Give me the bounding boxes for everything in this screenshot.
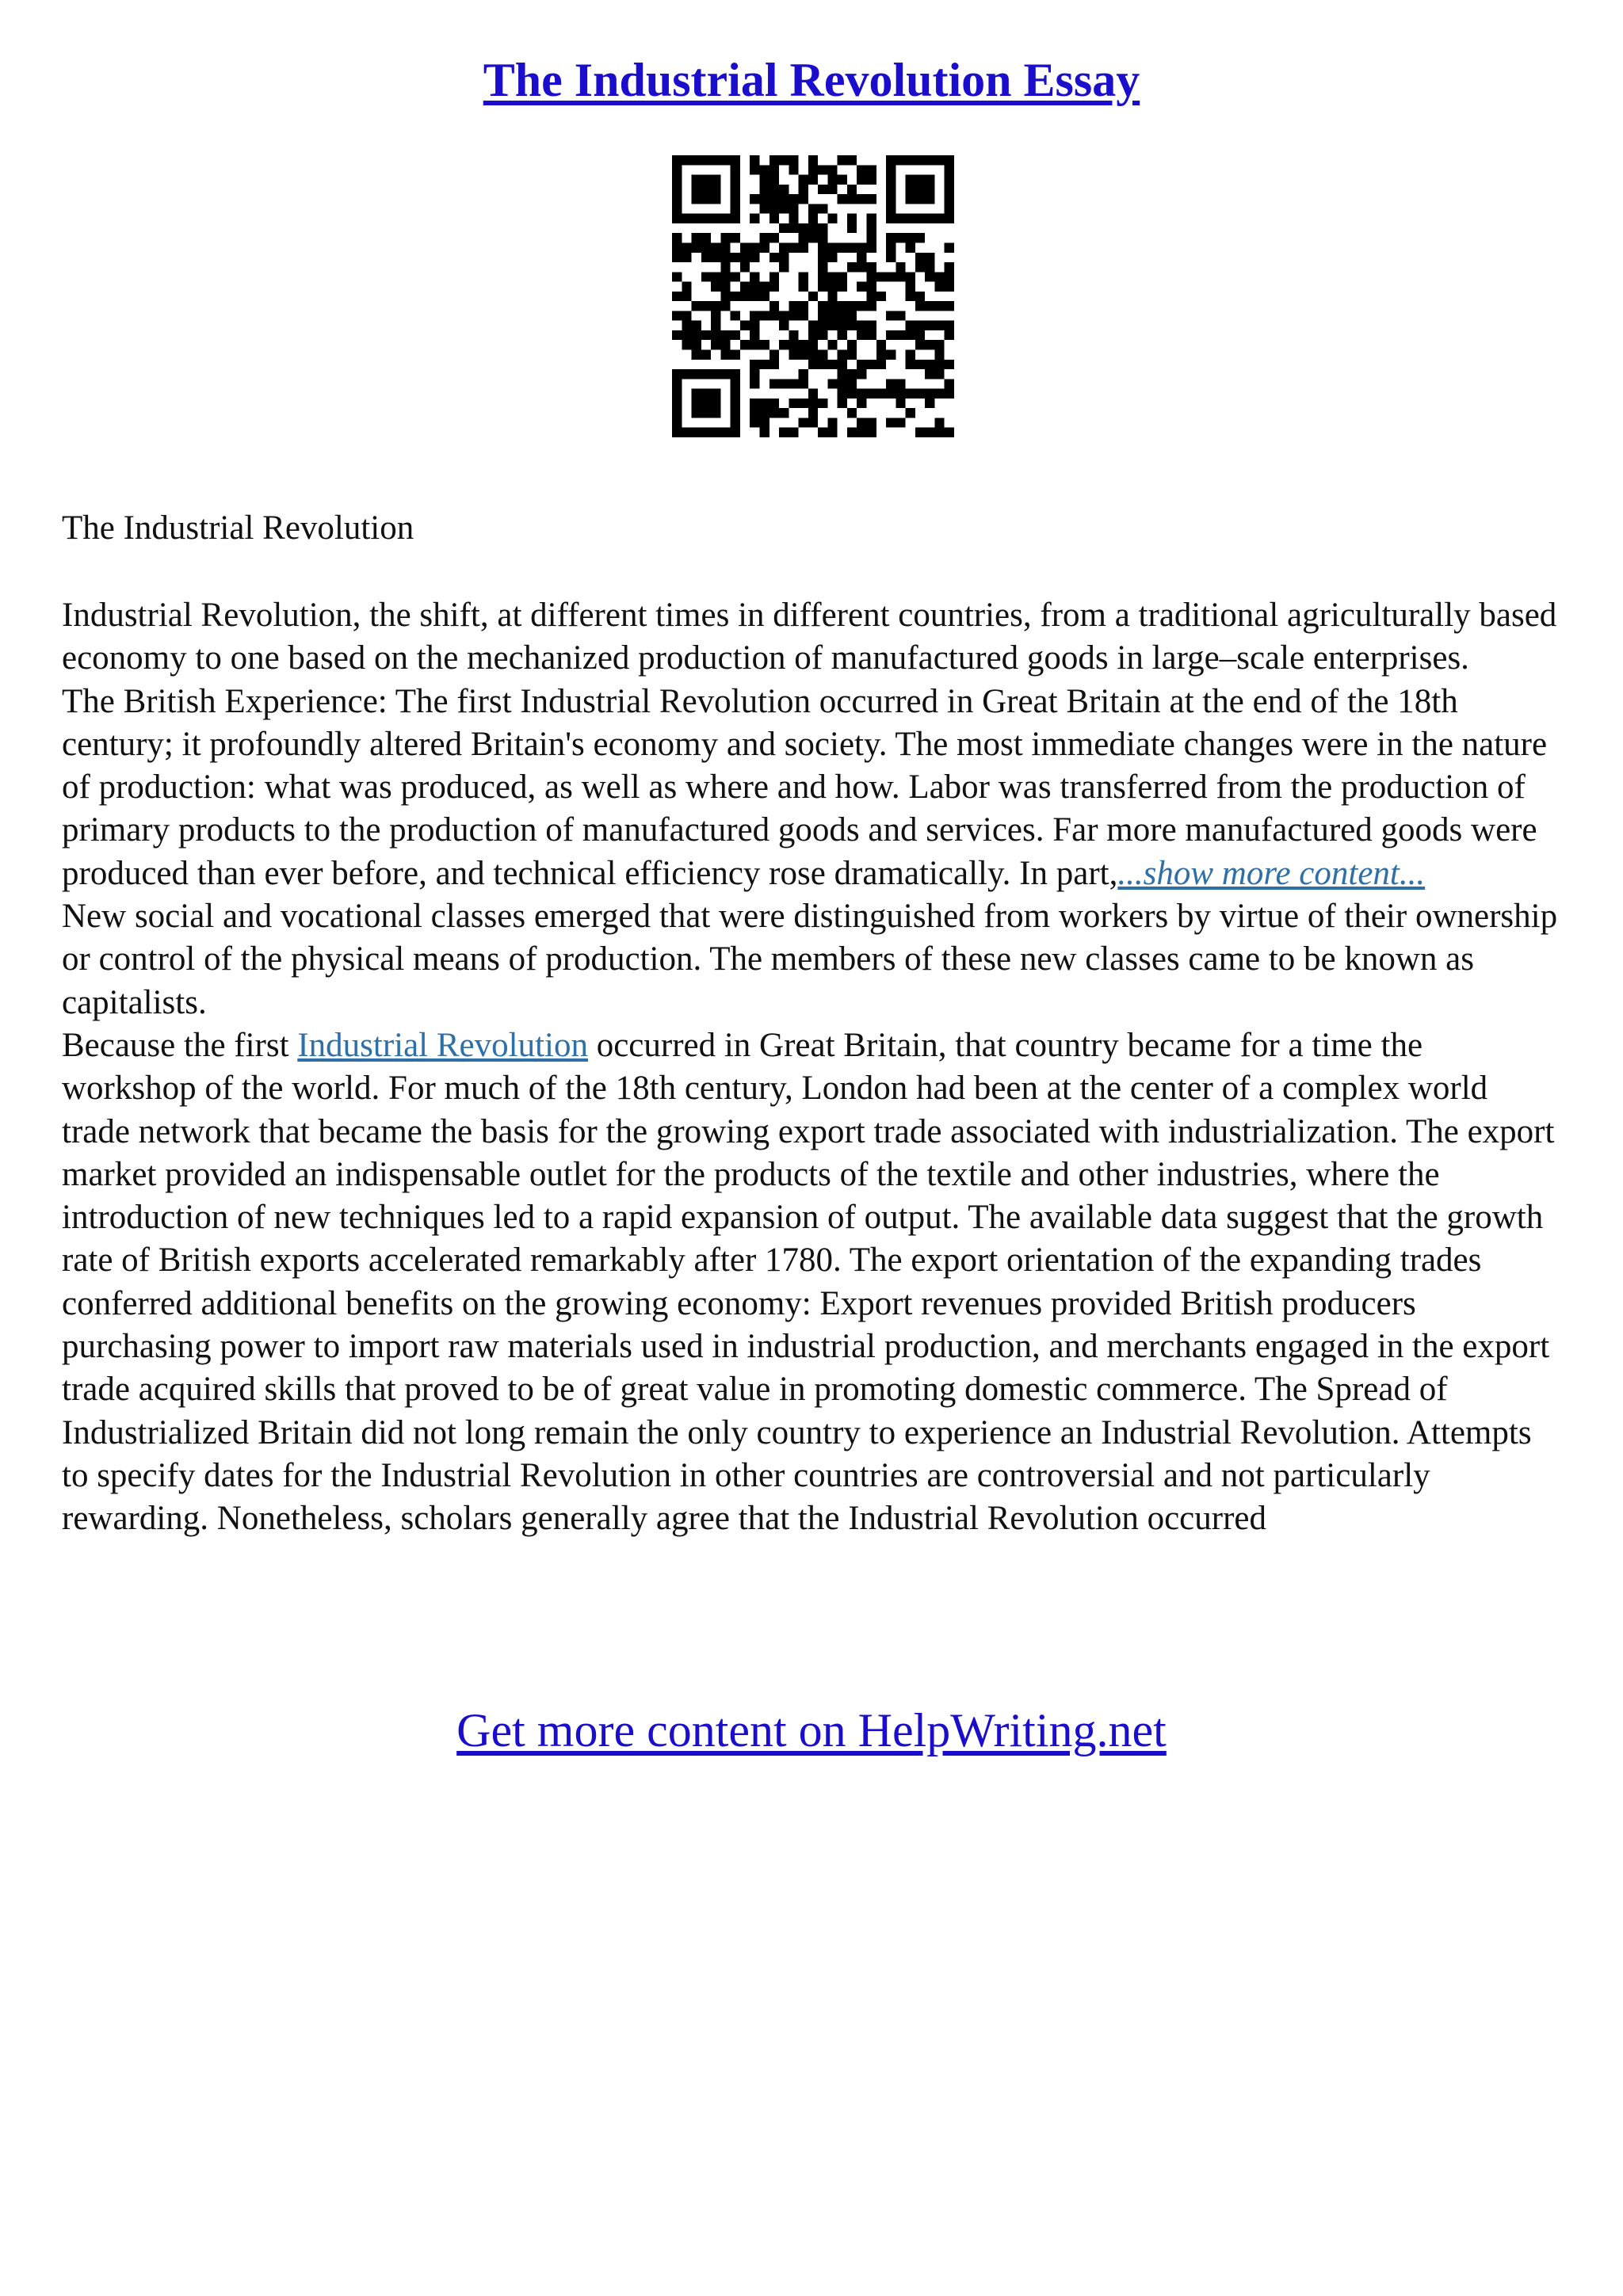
page-title: [0, 54, 1623, 106]
essay-subheading: The Industrial Revolution: [62, 509, 414, 547]
paragraph-export-trade-lead: Because the first: [62, 1026, 298, 1064]
paragraph-definition: Industrial Revolution, the shift, at different times in different countries, from a traditional agriculturally based economy to one based on the mechanized production of manufactured goods in large–scale enterprises.: [62, 597, 1557, 677]
show-more-link[interactable]: ...show more content...: [1117, 854, 1426, 892]
cta: [0, 1702, 1623, 1759]
paragraph-british-experience-text: The British Experience: The first Industrial Revolution occurred in Great Britain at the end of the 18th century; it profoundly altered Britain's economy and society. The most immediate changes were in the nature of production: what was produced, as well as where and how. Labor was transferred from the production of primary products to the production of manufactured goods and services. Far more manufactured goods were produced than ever before, and technical efficiency rose dramatically. In part,: [62, 682, 1548, 892]
paragraph-british-experience: [62, 681, 1560, 895]
title-link[interactable]: The Industrial Revolution Essay: [483, 54, 1140, 106]
essay-body: [62, 594, 1560, 1541]
get-more-content-link[interactable]: Get more content on HelpWriting.net: [456, 1704, 1167, 1756]
paragraph-capitalists: New social and vocational classes emerged that were distinguished from workers by virtue of their ownership or control of the physical means of production. The members of these new classes came to be known as capitalists.: [62, 898, 1558, 1021]
paragraph-export-trade: [62, 1024, 1560, 1541]
qr-code-icon: [672, 155, 954, 437]
paragraph-export-trade-rest: occurred in Great Britain, that country became for a time the workshop of the world. For much of the 18th century, London had been at the center of a complex world trade network that became the basis for the growing export trade associated with industrialization. The export market provided an indispensable outlet for the products of the textile and other industries, where the introduction of new techniques led to a rapid expansion of output. The available data suggest that the growth rate of British exports accelerated remarkably after 1780. The export orientation of the expanding trades conferred additional benefits on the growing economy: Export revenues provided British producers purchasing power to import raw materials used in industrial production, and merchants engaged in the export trade acquired skills that proved to be of great value in promoting domestic commerce. The Spread of Industrialized Britain did not long remain the only country to experience an Industrial Revolution. Attempts to specify dates for the Industrial Revolution in other countries are controversial and not particularly rewarding. Nonetheless, scholars generally agree that the Industrial Revolution occurred: [62, 1026, 1555, 1538]
industrial-revolution-link[interactable]: Industrial Revolution: [297, 1026, 588, 1064]
